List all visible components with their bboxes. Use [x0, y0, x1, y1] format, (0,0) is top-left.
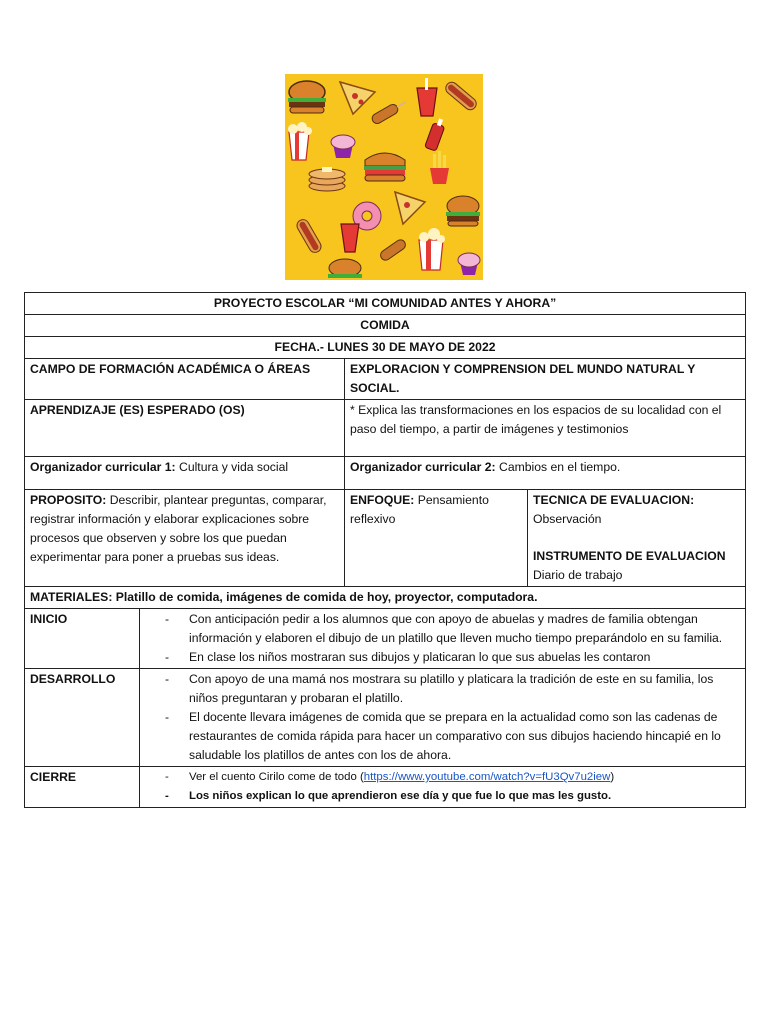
inicio-row: [25, 609, 746, 669]
project-subtitle: COMIDA: [25, 315, 746, 337]
title-row: [25, 293, 746, 315]
proposito-row: [25, 490, 746, 587]
list-item: - Con anticipación pedir a los alumnos que con apoyo de abuelas y madres de familia obtengan información y elaboren el dibujo de un platillo que lleven mucho tiempo preparándolo en su familia.: [145, 610, 740, 648]
list-item: - Los niños explican lo que aprendieron ese día y que fue lo que mas les gusto.: [145, 787, 740, 806]
food-illustration-icon: [285, 74, 483, 280]
enfoque-cell: [345, 490, 528, 587]
materiales-value: Platillo de comida, imágenes de comida de hoy, proyector, computadora.: [115, 590, 538, 604]
list-item: - En clase los niños mostraran sus dibujos y platicaran lo que sus abuelas les contaron: [145, 648, 740, 667]
project-title: PROYECTO ESCOLAR “MI COMUNIDAD ANTES Y AHORA”: [25, 293, 746, 315]
inicio-content: [140, 609, 746, 669]
materiales-label: MATERIALES:: [30, 590, 113, 604]
tecnica-label: TECNICA DE EVALUACION:: [533, 493, 695, 507]
lesson-plan-table: [24, 292, 746, 808]
organizador-1-label: Organizador curricular 1:: [30, 460, 176, 474]
organizador-1-value: Cultura y vida social: [179, 460, 289, 474]
enfoque-value: Pensamiento reflexivo: [350, 493, 489, 526]
youtube-link[interactable]: https://www.youtube.com/watch?v=fU3Qv7u2iew: [363, 771, 611, 783]
enfoque-label: ENFOQUE:: [350, 493, 415, 507]
proposito-value: Describir, plantear preguntas, comparar, registrar información y elaborar explicaciones sobre procesos que observen y sobre los que puedan experimentar para poner a pruebas sus ideas.: [30, 493, 327, 564]
materiales-cell: [25, 587, 746, 609]
inicio-label: INICIO: [25, 609, 140, 669]
materiales-row: [25, 587, 746, 609]
campo-row: [25, 359, 746, 400]
proposito-label: PROPOSITO:: [30, 493, 107, 507]
tecnica-value: Observación: [533, 512, 602, 526]
campo-label: CAMPO DE FORMACIÓN ACADÉMICA O ÁREAS: [25, 359, 345, 400]
instrumento-value: Diario de trabajo: [533, 568, 623, 582]
cierre-item-1-prefix: Ver el cuento Cirilo come de todo (: [189, 771, 364, 783]
organizador-2-label: Organizador curricular 2:: [350, 460, 496, 474]
aprendizaje-label: APRENDIZAJE (ES) ESPERADO (OS): [25, 400, 345, 457]
desarrollo-row: [25, 669, 746, 767]
desarrollo-label: DESARROLLO: [25, 669, 140, 767]
organizador-2-cell: [345, 457, 746, 490]
cierre-row: [25, 767, 746, 808]
organizador-row: [25, 457, 746, 490]
proposito-cell: [25, 490, 345, 587]
aprendizaje-value: * Explica las transformaciones en los espacios de su localidad con el paso del tiempo, a partir de imágenes y testimonios: [345, 400, 746, 457]
aprendizaje-row: [25, 400, 746, 457]
subtitle-row: [25, 315, 746, 337]
instrumento-label: INSTRUMENTO DE EVALUACION: [533, 549, 726, 563]
food-pattern-image: [285, 74, 483, 280]
organizador-1-cell: [25, 457, 345, 490]
desarrollo-content: [140, 669, 746, 767]
list-item: [145, 768, 740, 787]
list-item: - El docente llevara imágenes de comida que se prepara en la actualidad como son las cadenas de restaurantes de comida rápida para hacer un comparativo con sus dibujos haciendo hincapié en lo saludable los platillos de antes con los de ahora.: [145, 708, 740, 765]
organizador-2-value: Cambios en el tiempo.: [499, 460, 621, 474]
campo-value: EXPLORACION Y COMPRENSION DEL MUNDO NATURAL Y SOCIAL.: [345, 359, 746, 400]
cierre-label: CIERRE: [25, 767, 140, 808]
evaluacion-cell: [528, 490, 746, 587]
cierre-item-1-suffix: ): [610, 771, 615, 783]
date-row: [25, 337, 746, 359]
list-item: - Con apoyo de una mamá nos mostrara su platillo y platicara la tradición de este en su familia, los niños preguntaran y probaran el platillo.: [145, 670, 740, 708]
cierre-content: [140, 767, 746, 808]
project-date: FECHA.- LUNES 30 DE MAYO DE 2022: [25, 337, 746, 359]
